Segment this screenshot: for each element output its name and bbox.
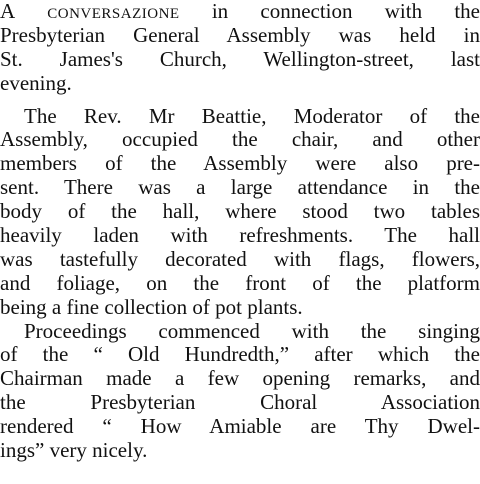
paragraph-3 (0, 320, 480, 463)
text-line: Chairman made a few opening remarks, and (0, 367, 480, 391)
text-line: the Presbyterian Choral Association (0, 391, 480, 415)
paragraph-gap (0, 96, 480, 105)
paragraph-2 (0, 105, 480, 320)
text-line: and foliage, on the front of the platform (0, 271, 480, 295)
text-line: members of the Assembly were also pre- (0, 152, 480, 176)
text-line: evening. (0, 71, 72, 95)
text-line: being a fine collection of pot plants. (0, 295, 303, 319)
text-run: in connection with the (179, 0, 480, 23)
text-line: The Rev. Mr Beattie, Moderator of the (24, 104, 480, 128)
text-line: body of the hall, where stood two tables (0, 200, 480, 224)
text-line: Proceedings commenced with the singing (24, 319, 480, 343)
text-line: of the “ Old Hundredth,” after which the (0, 343, 480, 367)
text-line: rendered “ How Amiable are Thy Dwel- (0, 415, 480, 439)
smallcaps-lead: A conversazione (0, 0, 180, 23)
text-line (0, 0, 480, 24)
text-line: sent. There was a large attendance in the (0, 176, 480, 200)
text-line: heavily laden with refreshments. The hall (0, 224, 480, 248)
paragraph-1 (0, 0, 480, 96)
text-line: Presbyterian General Assembly was held in (0, 23, 480, 47)
text-line: ings” very nicely. (0, 439, 148, 463)
text-line: Assembly, occupied the chair, and other (0, 128, 480, 152)
text-line: St. James's Church, Wellington-street, last (0, 47, 480, 71)
text-line: was tastefully decorated with flags, flowers, (0, 247, 480, 271)
